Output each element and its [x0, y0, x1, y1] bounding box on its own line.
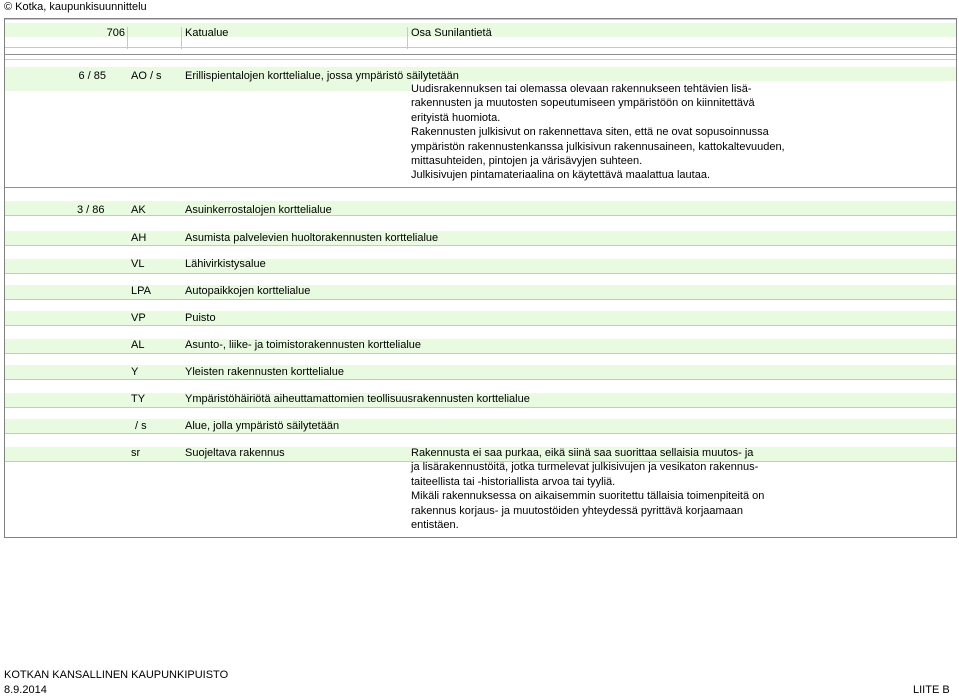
grid-line — [5, 19, 957, 20]
grid-line — [5, 59, 957, 60]
column-divider — [181, 27, 182, 49]
zone-code-vl: VL — [131, 258, 145, 270]
zone-name-ah: Asumista palvelevien huoltorakennusten korttelialue — [185, 232, 439, 244]
description-line: Julkisivujen pintamateriaalina on käytettävä maalattua lautaa. — [411, 169, 711, 182]
header-name: Katualue — [185, 27, 229, 39]
footer-date: 8.9.2014 — [4, 684, 47, 696]
section2-ref: 3 / 86 — [77, 204, 105, 216]
grid-line — [5, 245, 957, 246]
footer-appendix-label: LIITE B — [913, 684, 950, 696]
section1-name: Erillispientalojen korttelialue, jossa ympäristö säilytetään — [185, 70, 459, 82]
description-line: Uudisrakennuksen tai olemassa olevaan rakennukseen tehtävien lisä- — [411, 83, 752, 95]
section-separator — [5, 187, 956, 188]
grid-line — [5, 325, 957, 326]
footer-organization: KOTKAN KANSALLINEN KAUPUNKIPUISTO — [4, 669, 229, 681]
section1-ref: 6 / 85 — [78, 70, 106, 82]
zone-code-ah: AH — [131, 232, 147, 244]
sr-description — [411, 446, 764, 532]
description-line: Mikäli rakennuksessa on aikaisemmin suoritettu tällaisia toimenpiteitä on — [411, 490, 765, 503]
zone-name-vp: Puisto — [185, 312, 216, 324]
row-band — [5, 339, 957, 353]
zone-code-ty: TY — [131, 393, 146, 405]
zone-code-lpa: LPA — [131, 285, 151, 297]
description-line: ja lisärakennustöitä, jotka turmelevat julkisivujen ja vesikaton rakennus- — [411, 461, 759, 474]
grid-line — [5, 379, 957, 380]
zone-name-sr: Suojeltava rakennus — [185, 447, 285, 459]
row-band — [5, 259, 957, 273]
grid-line — [5, 299, 957, 300]
zone-code-y: Y — [131, 366, 139, 378]
description-line: Rakennusten julkisivut on rakennettava siten, että ne ovat sopusoinnussa — [411, 126, 769, 139]
zone-code-al: AL — [131, 339, 145, 351]
column-divider — [127, 27, 128, 49]
grid-line — [5, 407, 957, 408]
zone-name-y: Yleisten rakennusten korttelialue — [185, 366, 344, 378]
description-line: erityistä huomiota. — [411, 111, 501, 124]
header-number: 706 — [106, 27, 125, 39]
zoning-table — [4, 18, 957, 538]
copyright-notice: © Kotka, kaupunkisuunnittelu — [4, 1, 147, 13]
row-band — [5, 419, 957, 433]
row-band — [5, 311, 957, 325]
grid-line — [5, 47, 957, 48]
section1-description — [411, 82, 785, 183]
header-section: Osa Sunilantietä — [411, 27, 492, 39]
row-band — [5, 365, 957, 379]
column-divider — [407, 27, 408, 49]
zone-code-vp: VP — [131, 312, 146, 324]
zone-name-al: Asunto-, liike- ja toimistorakennusten korttelialue — [185, 339, 422, 351]
zone-name-ak: Asuinkerrostalojen korttelialue — [185, 204, 332, 216]
row-band — [5, 201, 957, 215]
section1-code: AO / s — [131, 70, 162, 82]
description-line: mittasuhteiden, pintojen ja värisävyjen suhteen. — [411, 154, 643, 167]
description-line: rakennusten ja muutosten sopeutumiseen ympäristöön on kiinnitettävä — [411, 97, 755, 110]
grid-line — [5, 215, 957, 216]
row-band — [5, 231, 957, 245]
zone-code-ak: AK — [131, 204, 146, 216]
zone-code-sr: sr — [131, 447, 141, 459]
description-line: rakennus korjaus- ja muutostöiden yhteydessä pyrittävä korjaamaan — [411, 504, 744, 517]
zone-code-s: / s — [135, 420, 147, 432]
zone-name-lpa: Autopaikkojen korttelialue — [185, 285, 311, 297]
grid-line — [5, 433, 957, 434]
zone-name-s: Alue, jolla ympäristö säilytetään — [185, 420, 340, 432]
grid-line — [5, 353, 957, 354]
description-line: ympäristön rakennustenkanssa julkisivun rakennusaineen, kattokaltevuuden, — [411, 140, 785, 153]
description-line: Rakennusta ei saa purkaa, eikä siinä saa suorittaa sellaisia muutos- ja — [411, 447, 754, 459]
grid-line — [5, 273, 957, 274]
section-separator — [5, 54, 956, 55]
zone-name-ty: Ympäristöhäiriötä aiheuttamattomien teollisuusrakennusten korttelialue — [185, 393, 530, 405]
description-line: taiteellista tai -historiallista arvoa tai tyyliä. — [411, 475, 616, 488]
description-line: entistäen. — [411, 518, 459, 531]
zone-name-vl: Lähivirkistysalue — [185, 258, 266, 270]
